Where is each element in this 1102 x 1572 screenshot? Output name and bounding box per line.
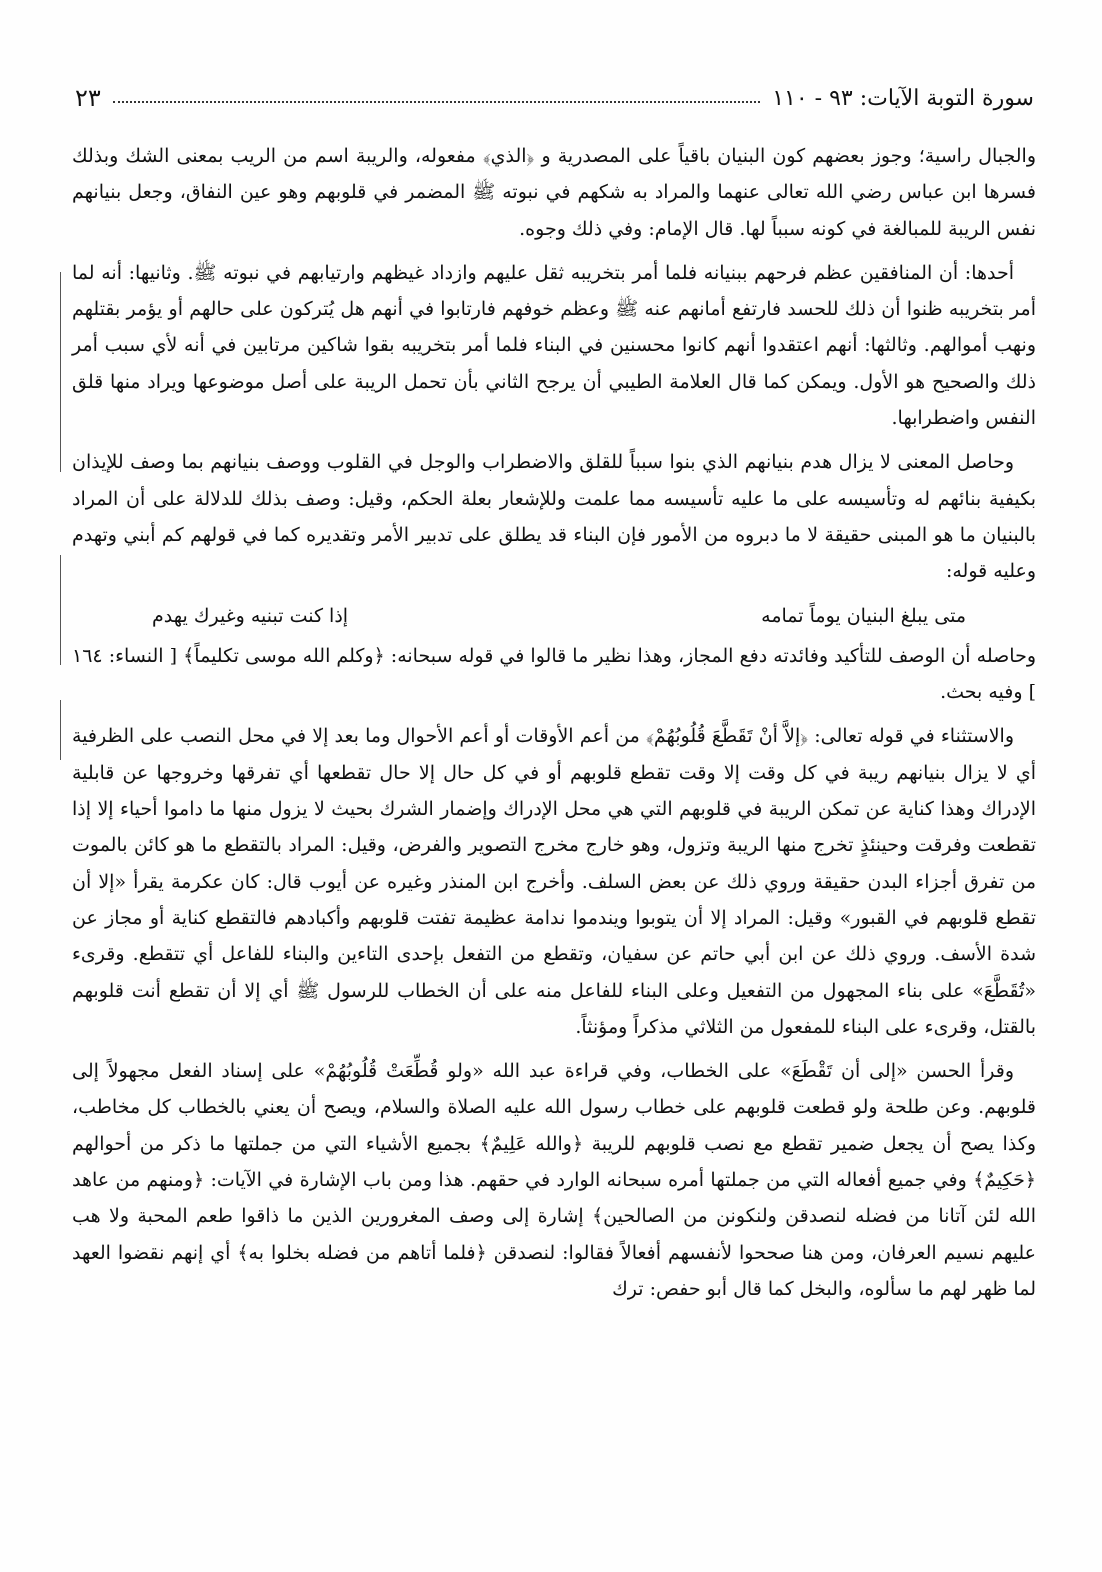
- page-number: ٢٣: [75, 84, 101, 112]
- scan-margin-line: [60, 555, 61, 665]
- header-dotted-leader: [113, 101, 760, 103]
- paragraph-6: وقرأ الحسن «إلى أن تَقْطَعَ» على الخطاب، وفي قراءة عبد الله «ولو قُطِّعَتْ قُلُوبُهُمْ» على إسناد الفعل مجهولاً إلى قلوبهم. وعن طلحة ولو قطعت قلوبهم على خطاب رسول الله عليه الصلاة والسلام، ويصح أن يعني بالخطاب كل مخاطب، وكذا يصح أن يجعل ضمير تقطع مع نصب قلوبهم للريبة ﴿والله عَلِيمٌ﴾ بجميع الأشياء التي من جملتها ما ذكر من أحوالهم ﴿حَكِيمٌ﴾ وفي جميع أفعاله التي من جملتها أمره سبحانه الوارد في حقهم. هذا ومن باب الإشارة في الآيات: ﴿ومنهم من عاهد الله لئن آتانا من فضله لنصدقن ولنكونن من الصالحين﴾ إشارة إلى وصف المغرورين الذين ما ذاقوا طعم المحبة ولا هب عليهم نسيم العرفان، ومن هنا صححوا لأنفسهم أفعالاً فقالوا: لنصدقن ﴿فلما أتاهم من فضله بخلوا به﴾ أي إنهم نقضوا العهد لما ظهر لهم ما سألوه، والبخل كما قال أبو حفص: ترك: [72, 1060, 1036, 1300]
- scan-margin-line: [60, 272, 61, 472]
- page-header: [75, 78, 1034, 118]
- verse-hemistich-right: متى يبلغ البنيان يوماً تمامه: [761, 604, 966, 627]
- poetry-verse: [72, 598, 1036, 634]
- paragraph-5: والاستثناء في قوله تعالى: ﴿إلاَّ أنْ تَقَطَّعَ قُلُوبُهُمْ﴾ من أعم الأوقات أو أعم الأحوال وما بعد إلا في محل النصب على الظرفية أي لا يزال بنيانهم ريبة في كل وقت إلا وقت تقطع قلوبهم أو في كل حال إلا حال تقطعها أي تفرقها وخروجها عن قابلية الإدراك وهذا كناية عن تمكن الريبة في قلوبهم التي هي محل الإدراك وإضمار الشرك بحيث لا يزول منها ما داموا أحياء إلا إذا تقطعت وفرقت وحينئذٍ تخرج منها الريبة وتزول، وهو خارج مخرج التصوير والفرض، وقيل: المراد بالتقطع ما هو كائن بالموت من تفرق أجزاء البدن حقيقة وروي ذلك عن بعض السلف. وأخرج ابن المنذر وغيره عن أيوب قال: كان عكرمة يقرأ «إلا أن تقطع قلوبهم في القبور» وقيل: المراد إلا أن يتوبوا ويندموا ندامة عظيمة تفتت قلوبهم وأكبادهم فالتقطع كناية أو مجاز عن شدة الأسف. وروي ذلك عن ابن أبي حاتم عن سفيان، وتقطع من التفعل بإحدى التاءين والبناء للفاعل أي تتقطع. وقرىء «تُقَطَّعَ» على بناء المجهول من التفعيل وعلى البناء للفاعل منه على أن الخطاب للرسول ﷺ أي إلا أن تقطع أنت قلوبهم بالقتل، وقرىء على البناء للمفعول من الثلاثي مذكراً ومؤنثاً.: [72, 725, 1036, 1038]
- verse-hemistich-left: إذا كنت تبنيه وغيرك يهدم: [152, 604, 349, 627]
- page-body: [72, 138, 1036, 1315]
- running-title: سورة التوبة الآيات: ٩٣ - ١١٠: [772, 85, 1034, 111]
- scan-margin-line: [60, 700, 61, 760]
- paragraph-2: أحدها: أن المنافقين عظم فرحهم ببنيانه فلما أمر بتخريبه ثقل عليهم وازداد غيظهم وارتيابهم في نبوته ﷺ. وثانيها: أنه لما أمر بتخريبه ظنوا أن ذلك للحسد فارتفع أمانهم عنه ﷺ وعظم خوفهم فارتابوا في أنهم هل يُتركون على حالهم أو يؤمر بقتلهم ونهب أموالهم. وثالثها: أنهم اعتقدوا أنهم كانوا محسنين في البناء فلما أمر بتخريبه بقوا شاكين مرتابين في أنه لأي سبب أمر ذلك والصحيح هو الأول. ويمكن كما قال العلامة الطيبي أن يرجح الثاني بأن تحمل الريبة على أصل موضوعها ويراد منها قلق النفس واضطرابها.: [72, 261, 1036, 430]
- paragraph-1: والجبال راسية؛ وجوز بعضهم كون البنيان باقياً على المصدرية و ﴿الذي﴾ مفعوله، والريبة اسم من الريب بمعنى الشك وبذلك فسرها ابن عباس رضي الله تعالى عنهما والمراد به شكهم في نبوته ﷺ المضمر في قلوبهم وهو عين النفاق، وجعل بنيانهم نفس الريبة للمبالغة في كونه سبباً لها. قال الإمام: وفي ذلك وجوه.: [72, 145, 1036, 240]
- paragraph-4: وحاصله أن الوصف للتأكيد وفائدته دفع المجاز، وهذا نظير ما قالوا في قوله سبحانه: ﴿وكلم الله موسى تكليماً﴾ [ النساء: ١٦٤ ] وفيه بحث.: [72, 644, 1036, 704]
- paragraph-3: وحاصل المعنى لا يزال هدم بنيانهم الذي بنوا سبباً للقلق والاضطراب والوجل في القلوب ووصف بنيانهم بما وصف للإيذان بكيفية بنائهم له وتأسيسه على ما عليه تأسيسه مما علمت وللإشعار بعلة الحكم، وقيل: وصف بذلك للدلالة على أن المراد بالبنيان ما هو المبنى حقيقة لا ما دبروه من الأمور فإن البناء قد يطلق على تدبير الأمر وتقديره كما في قولهم كم أبني وتهدم وعليه قوله:: [72, 451, 1036, 583]
